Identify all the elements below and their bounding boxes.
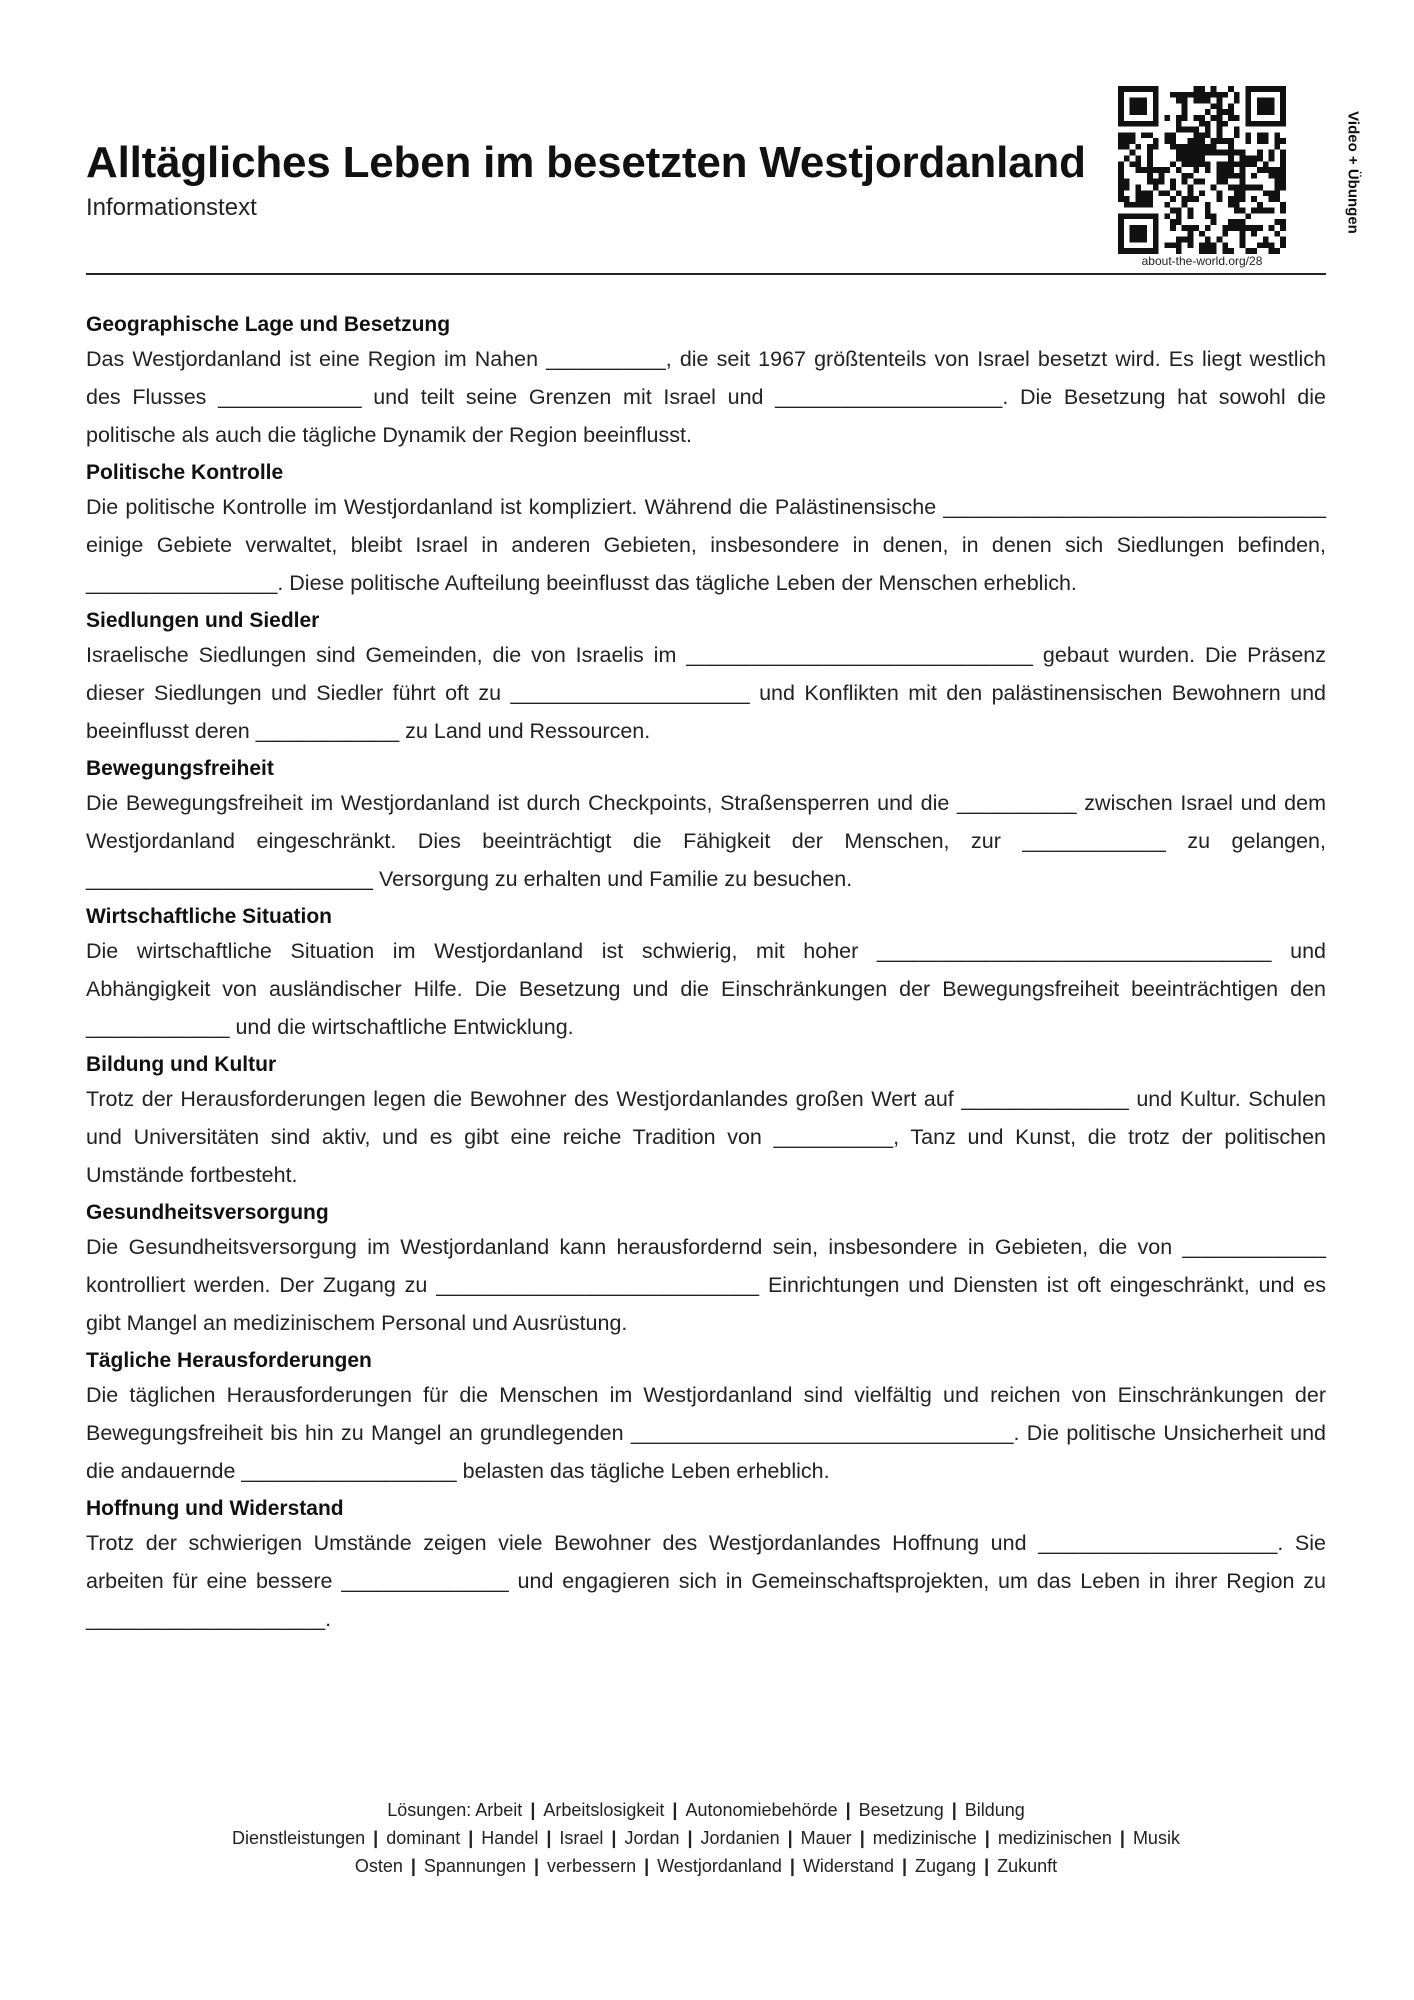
solutions-separator: | (410, 1856, 416, 1876)
qr-side-label: Video + Übungen (1344, 111, 1362, 234)
solutions-separator: | (984, 1828, 990, 1848)
section-text: Die wirtschaftliche Situation im Westjordanland ist schwierig, mit hoher _________________________________ und Abhängigkeit von ausländischer Hilfe. Die Besetzung und die Einschränkungen der Bewegungsfreiheit beeinträchtigen den ____________ und die wirtschaftliche Entwicklung. (86, 939, 1326, 1039)
solution-word: medizinischen (997, 1828, 1112, 1848)
section-text: Trotz der Herausforderungen legen die Bewohner des Westjordanlandes großen Wert auf ______________ und Kultur. Schulen und Universitäten sind aktiv, und es gibt eine reiche Tradition von __________, Tanz und Kunst, die trotz der politischen Umstände fortbesteht. (86, 1087, 1326, 1187)
section-heading: Hoffnung und Widerstand (86, 1497, 344, 1520)
section-heading: Tägliche Herausforderungen (86, 1349, 372, 1372)
solutions-separator: | (789, 1856, 795, 1876)
section-herausforderungen (86, 1346, 1326, 1490)
solution-word: Handel (481, 1828, 539, 1848)
solutions-separator: | (530, 1800, 536, 1820)
section-heading: Bildung und Kultur (86, 1053, 277, 1076)
solutions-separator: | (644, 1856, 650, 1876)
section-bewegungsfreiheit (86, 754, 1326, 898)
solutions-separator: | (534, 1856, 540, 1876)
section-heading: Bewegungsfreiheit (86, 757, 274, 780)
solutions-list (86, 1796, 1326, 1880)
solutions-separator: | (984, 1856, 990, 1876)
solutions-separator: | (672, 1800, 678, 1820)
solution-word: Zukunft (997, 1856, 1058, 1876)
solution-word: Jordan (624, 1828, 680, 1848)
solution-word: Bildung (964, 1800, 1025, 1820)
solution-word: Westjordanland (657, 1856, 782, 1876)
solution-word: Arbeitslosigkeit (543, 1800, 665, 1820)
section-text: Israelische Siedlungen sind Gemeinden, die von Israelis im _____________________________ gebaut wurden. Die Präsenz dieser Siedlungen und Siedler führt oft zu ____________________ und Konflikten mit den palästinensischen Bewohnern und beeinflusst deren ____________ zu Land und Ressourcen. (86, 643, 1326, 743)
section-heading: Wirtschaftliche Situation (86, 905, 333, 928)
solution-word: Widerstand (802, 1856, 894, 1876)
solutions-separator: | (373, 1828, 379, 1848)
solution-word: dominant (386, 1828, 461, 1848)
section-siedlungen (86, 606, 1326, 750)
solution-word: Israel (559, 1828, 604, 1848)
solutions-separator: | (1119, 1828, 1125, 1848)
section-text: Die politische Kontrolle im Westjordanland ist kompliziert. Während die Palästinensische ________________________________ einige Gebiete verwaltet, bleibt Israel in anderen Gebieten, insbesondere in denen, in denen sich Siedlungen befinden, ________________. Diese politische Aufteilung beeinflusst das tägliche Leben der Menschen erheblich. (86, 495, 1326, 595)
solutions-line (86, 1796, 1326, 1824)
section-gesundheit (86, 1198, 1326, 1342)
section-bildung (86, 1050, 1326, 1194)
solutions-separator: | (901, 1856, 908, 1876)
solutions-separator: | (859, 1828, 865, 1848)
section-text: Trotz der schwierigen Umstände zeigen viele Bewohner des Westjordanlandes Hoffnung und ____________________. Sie arbeiten für eine bessere ______________ und engagieren sich in Gemeinschaftsprojekten, um das Leben in ihrer Region zu ____________________. (86, 1531, 1326, 1631)
solutions-separator: | (687, 1828, 693, 1848)
solution-word: Besetzung (858, 1800, 944, 1820)
solution-word: Musik (1132, 1828, 1180, 1848)
solution-word: Spannungen (423, 1856, 526, 1876)
solutions-separator: | (611, 1828, 617, 1848)
page-subtitle: Informationstext (86, 194, 257, 221)
solutions-separator: | (546, 1828, 552, 1848)
solution-word: medizinische (872, 1828, 977, 1848)
section-heading: Politische Kontrolle (86, 461, 284, 484)
section-heading: Siedlungen und Siedler (86, 609, 320, 632)
section-hoffnung (86, 1494, 1326, 1638)
solutions-separator: | (845, 1800, 851, 1820)
section-text: Die Bewegungsfreiheit im Westjordanland ist durch Checkpoints, Straßensperren und die __________ zwischen Israel und dem Westjordanland eingeschränkt. Dies beeinträchtigt die Fähigkeit der Menschen, zur ____________ zu gelangen, ________________________ Versorgung zu erhalten und Familie zu besuchen. (86, 791, 1326, 891)
solution-word: Arbeit (475, 1800, 523, 1820)
solutions-prefix: Lösungen: (387, 1800, 476, 1820)
section-geographie (86, 310, 1326, 454)
solutions-separator: | (951, 1800, 957, 1820)
solution-word: Dienstleistungen (232, 1828, 366, 1848)
solution-word: Osten (354, 1856, 403, 1876)
qr-code-block[interactable] (1118, 86, 1362, 274)
solutions-separator: | (468, 1828, 474, 1848)
solution-word: Mauer (800, 1828, 852, 1848)
header-divider (86, 273, 1326, 275)
section-text: Die täglichen Herausforderungen für die Menschen im Westjordanland sind vielfältig und reichen von Einschränkungen der Bewegungsfreiheit bis hin zu Mangel an grundlegenden ________________________________. Die politische Unsicherheit und die andauernde __________________ belasten das tägliche Leben erheblich. (86, 1383, 1326, 1483)
worksheet-header (86, 86, 1362, 274)
page-title: Alltägliches Leben im besetzten Westjordanland (86, 138, 1086, 187)
section-text: Die Gesundheitsversorgung im Westjordanland kann herausfordernd sein, insbesondere in Gebieten, die von ____________ kontrolliert werden. Der Zugang zu ___________________________ Einrichtungen und Diensten ist oft eingeschränkt, und es gibt Mangel an medizinischem Personal und Ausrüstung. (86, 1235, 1326, 1335)
section-wirtschaft (86, 902, 1326, 1046)
qr-code-icon[interactable] (1118, 86, 1286, 254)
solution-word: Autonomiebehörde (685, 1800, 838, 1820)
solutions-line (86, 1824, 1326, 1852)
qr-url[interactable]: about-the-world.org/28 (1141, 254, 1263, 268)
section-text: Das Westjordanland ist eine Region im Nahen __________, die seit 1967 größtenteils von Israel besetzt wird. Es liegt westlich des Flusses ____________ und teilt seine Grenzen mit Israel und ___________________. Die Besetzung hat sowohl die politische als auch die tägliche Dynamik der Region beeinflusst. (86, 347, 1326, 447)
section-heading: Gesundheitsversorgung (86, 1201, 329, 1224)
solutions-line (86, 1852, 1326, 1880)
worksheet-content (86, 310, 1326, 1642)
solution-word: verbessern (547, 1856, 637, 1876)
solutions-separator: | (787, 1828, 793, 1848)
section-politische-kontrolle (86, 458, 1326, 602)
solution-word: Zugang (915, 1856, 977, 1876)
section-heading: Geographische Lage und Besetzung (86, 313, 451, 336)
solution-word: Jordanien (700, 1828, 780, 1848)
